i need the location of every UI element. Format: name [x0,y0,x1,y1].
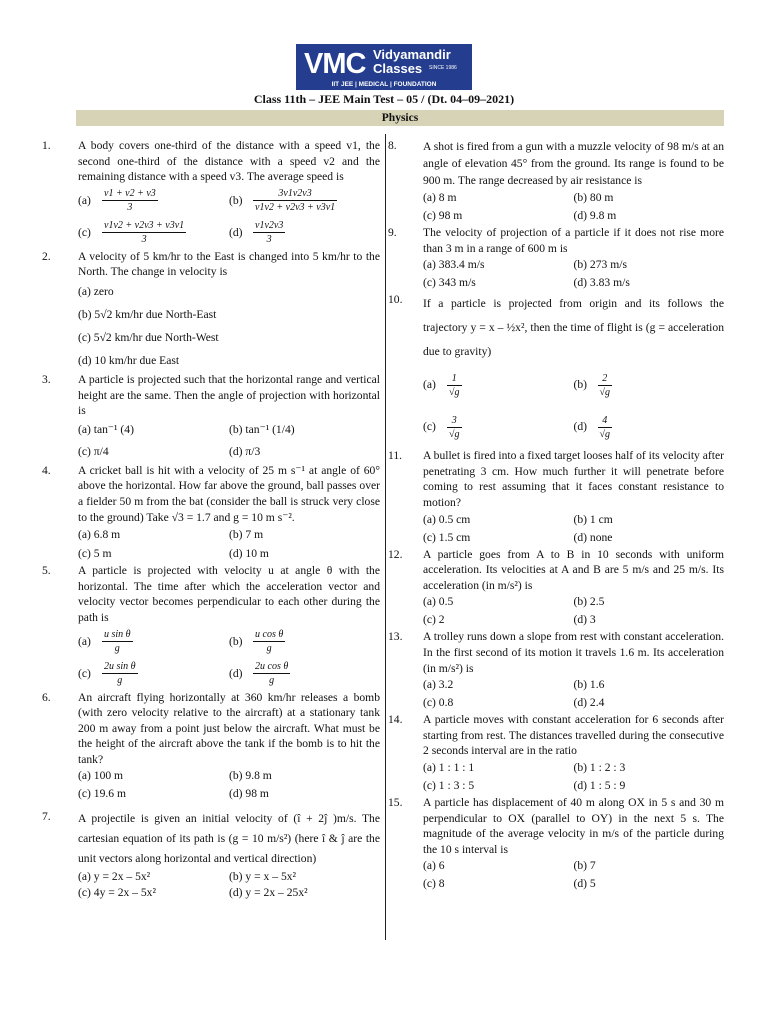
options [78,869,380,900]
question-text: A particle goes from A to B in 10 seconds with uniform acceleration. Its velocities at A and B are 5 m/s and 25 m/s. Its acceleration (in m/s²) is [423,547,724,592]
option-d[interactable]: (d) 1 : 5 : 9 [573,778,626,792]
options [423,857,724,893]
fraction: $\frac{\text{2u cos θ}}{g}$ [255,661,289,686]
options [423,676,724,712]
logo-since-text: SINCE 1986 [429,65,457,71]
question-4 [36,463,380,563]
question-number: 3. [42,372,51,386]
fraction: $\frac{\text{2u sin θ}}{g}$ [104,661,136,686]
option-a[interactable]: (a) tan⁻¹ (4) [78,422,134,436]
question-text: An aircraft flying horizontally at 360 km/hr releases a bomb (with zero velocity relative to the aircraft) at a stationary tank 200 m away from a point just below the aircraft. What must be the height of the aircraft above the tank if the bomb is to hit the tank? [78,690,380,766]
question-number: 6. [42,690,51,704]
option-b[interactable]: (b) $\frac{\text{u cos θ}}{g}$ [229,629,284,654]
question-text: A particle is projected with velocity u at angle θ with the horizontal. The time after which the acceleration vector and velocity vector becomes perpendicular to each other during the path is [78,564,380,624]
question-8 [388,138,724,225]
question-7 [36,809,380,900]
option-a[interactable]: (a) 1 : 1 : 1 [423,760,475,774]
options [423,256,724,292]
option-c[interactable]: (c) 19.6 m [78,787,126,801]
options [78,525,380,563]
option-b[interactable]: (b) 9.8 m [229,769,272,783]
logo-tagline: IIT JEE | MEDICAL | FOUNDATION [331,81,437,88]
option-a[interactable]: (a) 3.2 [423,678,454,692]
question-text: A trolley runs down a slope from rest with constant acceleration. In the first second of its motion it travels 1.6 m. Its acceleration (in m/s²) is [423,630,724,675]
option-d[interactable]: (d) none [573,530,613,544]
test-title: Class 11th – JEE Main Test – 05 / (Dt. 04–09–2021) [253,92,515,106]
option-c[interactable]: (c) 1 : 3 : 5 [423,778,475,792]
question-text: A cricket ball is hit with a velocity of 25 m s⁻¹ at angle of 60° above the horizontal. How far above the ground, ball passes over a fielder 50 m from the bat (consider the ball is struck very close to the ground) Take √3 = 1.7 and g = 10 m s⁻². [78,463,380,524]
option-b[interactable]: (b) $\frac{2}{√g}$ [573,372,610,398]
options [423,364,724,448]
option-b[interactable]: (b) $\frac{3v1v2v3}{v1v2 + v2v3 + v3v1}$ [229,188,336,214]
question-number: 7. [42,810,51,824]
option-d[interactable]: (d) 9.8 m [573,209,617,222]
column-divider [385,134,386,940]
option-d[interactable]: (d) 3 [573,613,596,627]
question-3 [36,372,380,463]
fraction: $\frac{v1v2 + v2v3 + v3v1}{3}$ [104,220,185,246]
question-number: 12. [388,547,403,561]
question-number: 15. [388,795,403,809]
option-a[interactable]: (a) y = 2x – 5x² [78,870,151,884]
option-c[interactable]: (c) 5 m [78,547,112,561]
option-c[interactable]: (c) 8 [423,877,445,891]
options [78,280,380,372]
question-number: 13. [388,630,403,644]
question-9 [388,225,724,292]
option-a[interactable]: (a) 8 m [423,191,457,204]
question-text: If a particle is projected from origin and its follows the trajectory y = x – ½x², then the time of flight is (g = acceleration due to gravity) [423,297,724,359]
option-c[interactable]: (c) 1.5 cm [423,530,471,544]
question-number: 2. [42,249,51,263]
option-c[interactable]: (c) π/4 [78,444,109,458]
option-d[interactable]: (d) 10 km/hr due East [78,353,180,367]
question-text: A shot is fired from a gun with a muzzle velocity of 98 m/s at an angle of elevation 45° from the ground. Its range is found to be 900 m. The range decreased by air resistance is [423,140,724,187]
options [78,767,380,803]
option-a[interactable]: (a) 6.8 m [78,528,121,542]
left-column [36,138,380,901]
option-d[interactable]: (d) 98 m [229,787,269,801]
question-text: A particle has displacement of 40 m along OX in 5 s and 30 m perpendicular to OX (parallel to OY) in the next 5 s. The magnitude of the average velocity in m/s of the particle during the 10 s interval is [423,795,724,856]
fraction: $\frac{2}{√g}$ [599,372,610,398]
option-b[interactable]: (b) 7 [573,859,596,873]
option-a[interactable]: (a) $\frac{\text{u sin θ}}{g}$ [78,629,131,654]
question-number: 8. [388,139,397,152]
question-13 [388,629,724,712]
option-b[interactable]: (b) tan⁻¹ (1/4) [229,422,295,436]
option-c[interactable]: (c) 5√2 km/hr due North-West [78,330,219,344]
options [78,419,380,463]
question-number: 5. [42,564,51,578]
right-column [388,138,724,893]
page-header [0,0,768,128]
question-11 [388,448,724,546]
fraction: $\frac{3}{√g}$ [449,414,460,440]
fraction: $\frac{v1 + v2 + v3}{3}$ [104,188,156,214]
option-b[interactable]: (b) y = x – 5x² [229,870,297,884]
logo-classes-text: Classes [373,61,423,76]
question-number: 10. [388,293,403,307]
option-a[interactable]: (a) 0.5 [423,595,454,609]
option-d[interactable]: (d) π/3 [229,444,261,458]
option-d[interactable]: (d) 3.83 m/s [573,276,630,290]
fraction: $\frac{4}{√g}$ [599,414,610,440]
question-text: A particle moves with constant acceleration for 6 seconds after starting from rest. The distances travelled during the consecutive 2 seconds interval are in the ratio [423,713,724,758]
option-a[interactable]: (a) zero [78,284,114,298]
question-12 [388,547,724,630]
question-text: A bullet is fired into a fixed target looses half of its velocity after penetrating 3 cm. How much further it will penetrate before coming to rest assuming that it faces constant resistance to motion? [423,449,724,509]
question-number: 4. [42,463,51,477]
option-c[interactable]: (c) $\frac{\text{2u sin θ}}{g}$ [78,661,136,686]
option-d[interactable]: (d) $\frac{v1v2v3}{3}$ [229,220,284,246]
question-10 [388,292,724,448]
option-a[interactable]: (a) 100 m [78,769,124,783]
option-b[interactable]: (b) 5√2 km/hr due North-East [78,307,217,321]
logo-vmc-text: VMC [304,48,366,80]
question-15 [388,795,724,893]
option-b[interactable]: (b) 1 cm [573,512,613,526]
option-c[interactable]: (c) $\frac{3}{√g}$ [423,414,460,440]
option-c[interactable]: (c) 98 m [423,209,463,222]
option-d[interactable]: (d) y = 2x – 25x² [229,886,308,900]
fraction: $\frac{3v1v2v3}{v1v2 + v2v3 + v3v1}$ [255,188,336,214]
question-2 [36,249,380,372]
options [423,593,724,629]
fraction: $\frac{\text{u cos θ}}{g}$ [255,629,284,654]
option-d[interactable]: (d) 5 [573,877,596,891]
option-a[interactable]: (a) $\frac{v1 + v2 + v3}{3}$ [78,188,156,214]
fraction: $\frac{\text{u sin θ}}{g}$ [104,629,131,654]
option-c[interactable]: (c) 4y = 2x – 5x² [78,886,156,900]
option-a[interactable]: (a) 6 [423,859,445,873]
option-d[interactable]: (d) $\frac{\text{2u cos θ}}{g}$ [229,661,289,686]
question-text: The velocity of projection of a particle if it does not rise more than 3 m in a range of 600 m is [423,226,724,255]
option-d[interactable]: (d) 10 m [229,547,269,561]
question-6 [36,690,380,804]
options [423,759,724,795]
option-c[interactable]: (c) $\frac{v1v2 + v2v3 + v3v1}{3}$ [78,220,185,246]
question-number: 11. [388,449,403,463]
question-text: A body covers one-third of the distance with a speed v1, the second one-third of the distance with a speed v2 and the remaining distance with a speed v3. The average speed is [78,139,380,184]
option-b[interactable]: (b) 1.6 [573,678,605,692]
option-d[interactable]: (d) $\frac{4}{√g}$ [573,414,610,440]
option-b[interactable]: (b) 7 m [229,528,264,542]
option-c[interactable]: (c) 2 [423,613,445,627]
option-b[interactable]: (b) 273 m/s [573,258,627,272]
option-a[interactable]: (a) $\frac{1}{√g}$ [423,372,460,398]
question-text: A particle is projected such that the horizontal range and vertical height are the same. Then the angle of projection with horizontal is [78,372,380,418]
question-5 [36,563,380,689]
question-1 [36,138,380,249]
question-number: 14. [388,713,403,727]
option-a[interactable]: (a) 383.4 m/s [423,258,485,272]
question-number: 1. [42,139,51,152]
vmc-logo [296,44,472,90]
fraction: $\frac{1}{√g}$ [449,372,460,398]
subject-bar: Physics [76,110,724,126]
option-a[interactable]: (a) 0.5 cm [423,512,471,526]
option-b[interactable]: (b) 80 m [573,191,614,204]
question-14 [388,712,724,795]
option-d[interactable]: (d) 2.4 [573,696,605,710]
option-b[interactable]: (b) 2.5 [573,595,605,609]
question-text: A velocity of 5 km/hr to the East is changed into 5 km/hr to the North. The change in velocity is [78,249,380,279]
question-text: A projectile is given an initial velocity of (î + 2ĵ )m/s. The cartesian equation of its path is (g = 10 m/s²) (here î & ĵ are the unit vectors along horizontal and vertical direction) [78,812,380,866]
question-number: 9. [388,226,397,239]
option-c[interactable]: (c) 343 m/s [423,276,476,290]
fraction: $\frac{v1v2v3}{3}$ [255,220,284,246]
option-c[interactable]: (c) 0.8 [423,696,454,710]
logo-vidyamandir-text: Vidyamandir [373,47,451,62]
option-b[interactable]: (b) 1 : 2 : 3 [573,760,626,774]
options [423,511,724,547]
options [423,189,724,225]
options [78,185,380,249]
options [78,626,380,690]
